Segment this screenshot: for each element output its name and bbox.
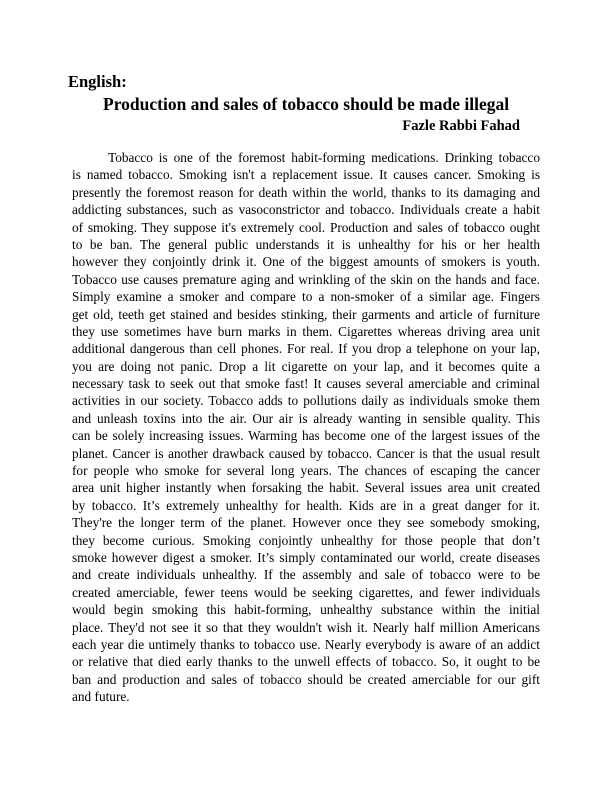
body-line: each year die untimely thanks to tobacco use. Nearly everybody is aware of an addict	[72, 636, 540, 652]
body-line: Tobacco is one of the foremost habit-forming medications. Drinking tobacco	[108, 150, 540, 165]
body-line: they use sometimes have burn marks in them. Cigarettes whereas driving area unit	[72, 323, 540, 339]
body-line: they become curious. Smoking conjointly unhealthy for those people that don’t	[72, 532, 540, 548]
body-line: Simply examine a smoker and compare to a non-smoker of a similar age. Fingers	[72, 289, 540, 305]
body-line: can be solely increasing issues. Warming has become one of the largest issues of the	[72, 428, 540, 444]
body-line: place. They'd not see it so that they wouldn't wish it. Nearly half million Americans	[72, 619, 540, 635]
body-line: necessary task to seek out that smoke fast! It causes several amerciable and criminal	[72, 376, 540, 392]
essay-body	[72, 149, 540, 706]
body-line: for people who smoke for several long years. The chances of escaping the cancer	[72, 463, 540, 479]
body-line: to be ban. The general public understands it is unhealthy for his or her health	[72, 236, 540, 252]
body-line: or relative that died early thanks to the unwell effects of tobacco. So, it ought to be	[72, 654, 540, 670]
body-line: and create individuals unhealthy. If the assembly and sale of tobacco were to be	[72, 567, 540, 583]
body-line: activities in our society. Tobacco adds to pollutions daily as individuals smoke them	[72, 393, 540, 409]
body-line: planet. Cancer is another drawback caused by tobacco. Cancer is that the usual result	[72, 445, 540, 461]
body-line: get old, teeth get stained and besides stinking, their garments and article of furniture	[72, 306, 540, 322]
body-line: is named tobacco. Smoking isn't a replacement issue. It causes cancer. Smoking is	[72, 167, 540, 183]
body-line: and future.	[72, 689, 130, 705]
body-line: of smoking. They suppose it's extremely cool. Production and sales of tobacco ought	[72, 219, 540, 235]
section-label: English:	[68, 72, 127, 91]
body-line: you are doing not panic. Drop a lit cigarette on your lap, and it becomes quite a	[72, 358, 540, 374]
body-line: would begin smoking this habit-forming, unhealthy substance within the initial	[72, 602, 540, 618]
author-name: Fazle Rabbi Fahad	[402, 118, 520, 134]
body-line: ban and production and sales of tobacco should be created amerciable for our gift	[72, 671, 540, 687]
body-line: and unleash toxins into the air. Our air is already wanting in sensible quality. This	[72, 410, 540, 426]
body-line: however they conjointly drink it. One of the biggest amounts of smokers is youth.	[72, 254, 540, 270]
body-line: Tobacco use causes premature aging and wrinkling of the skin on the hands and face.	[72, 271, 540, 287]
body-line: area unit higher instantly when forsaking the habit. Several issues area unit created	[72, 480, 540, 496]
body-line: presently the foremost reason for death within the world, thanks to its damaging and	[72, 184, 540, 200]
body-line: addicting substances, such as vasoconstrictor and tobacco. Individuals create a habit	[72, 202, 540, 218]
body-line: additional dangerous than cell phones. For real. If you drop a telephone on your lap,	[72, 341, 540, 357]
body-line: They're the longer term of the planet. However once they see somebody smoking,	[72, 515, 540, 531]
body-line: created amerciable, fewer teens would be seeking cigarettes, and fewer individuals	[72, 584, 540, 600]
body-line: smoke however digest a smoker. It’s simply contaminated our world, create diseases	[72, 549, 540, 565]
essay-title: Production and sales of tobacco should be made illegal	[103, 94, 510, 114]
body-line: by tobacco. It’s extremely unhealthy for health. Kids are in a great danger for it.	[72, 497, 540, 513]
